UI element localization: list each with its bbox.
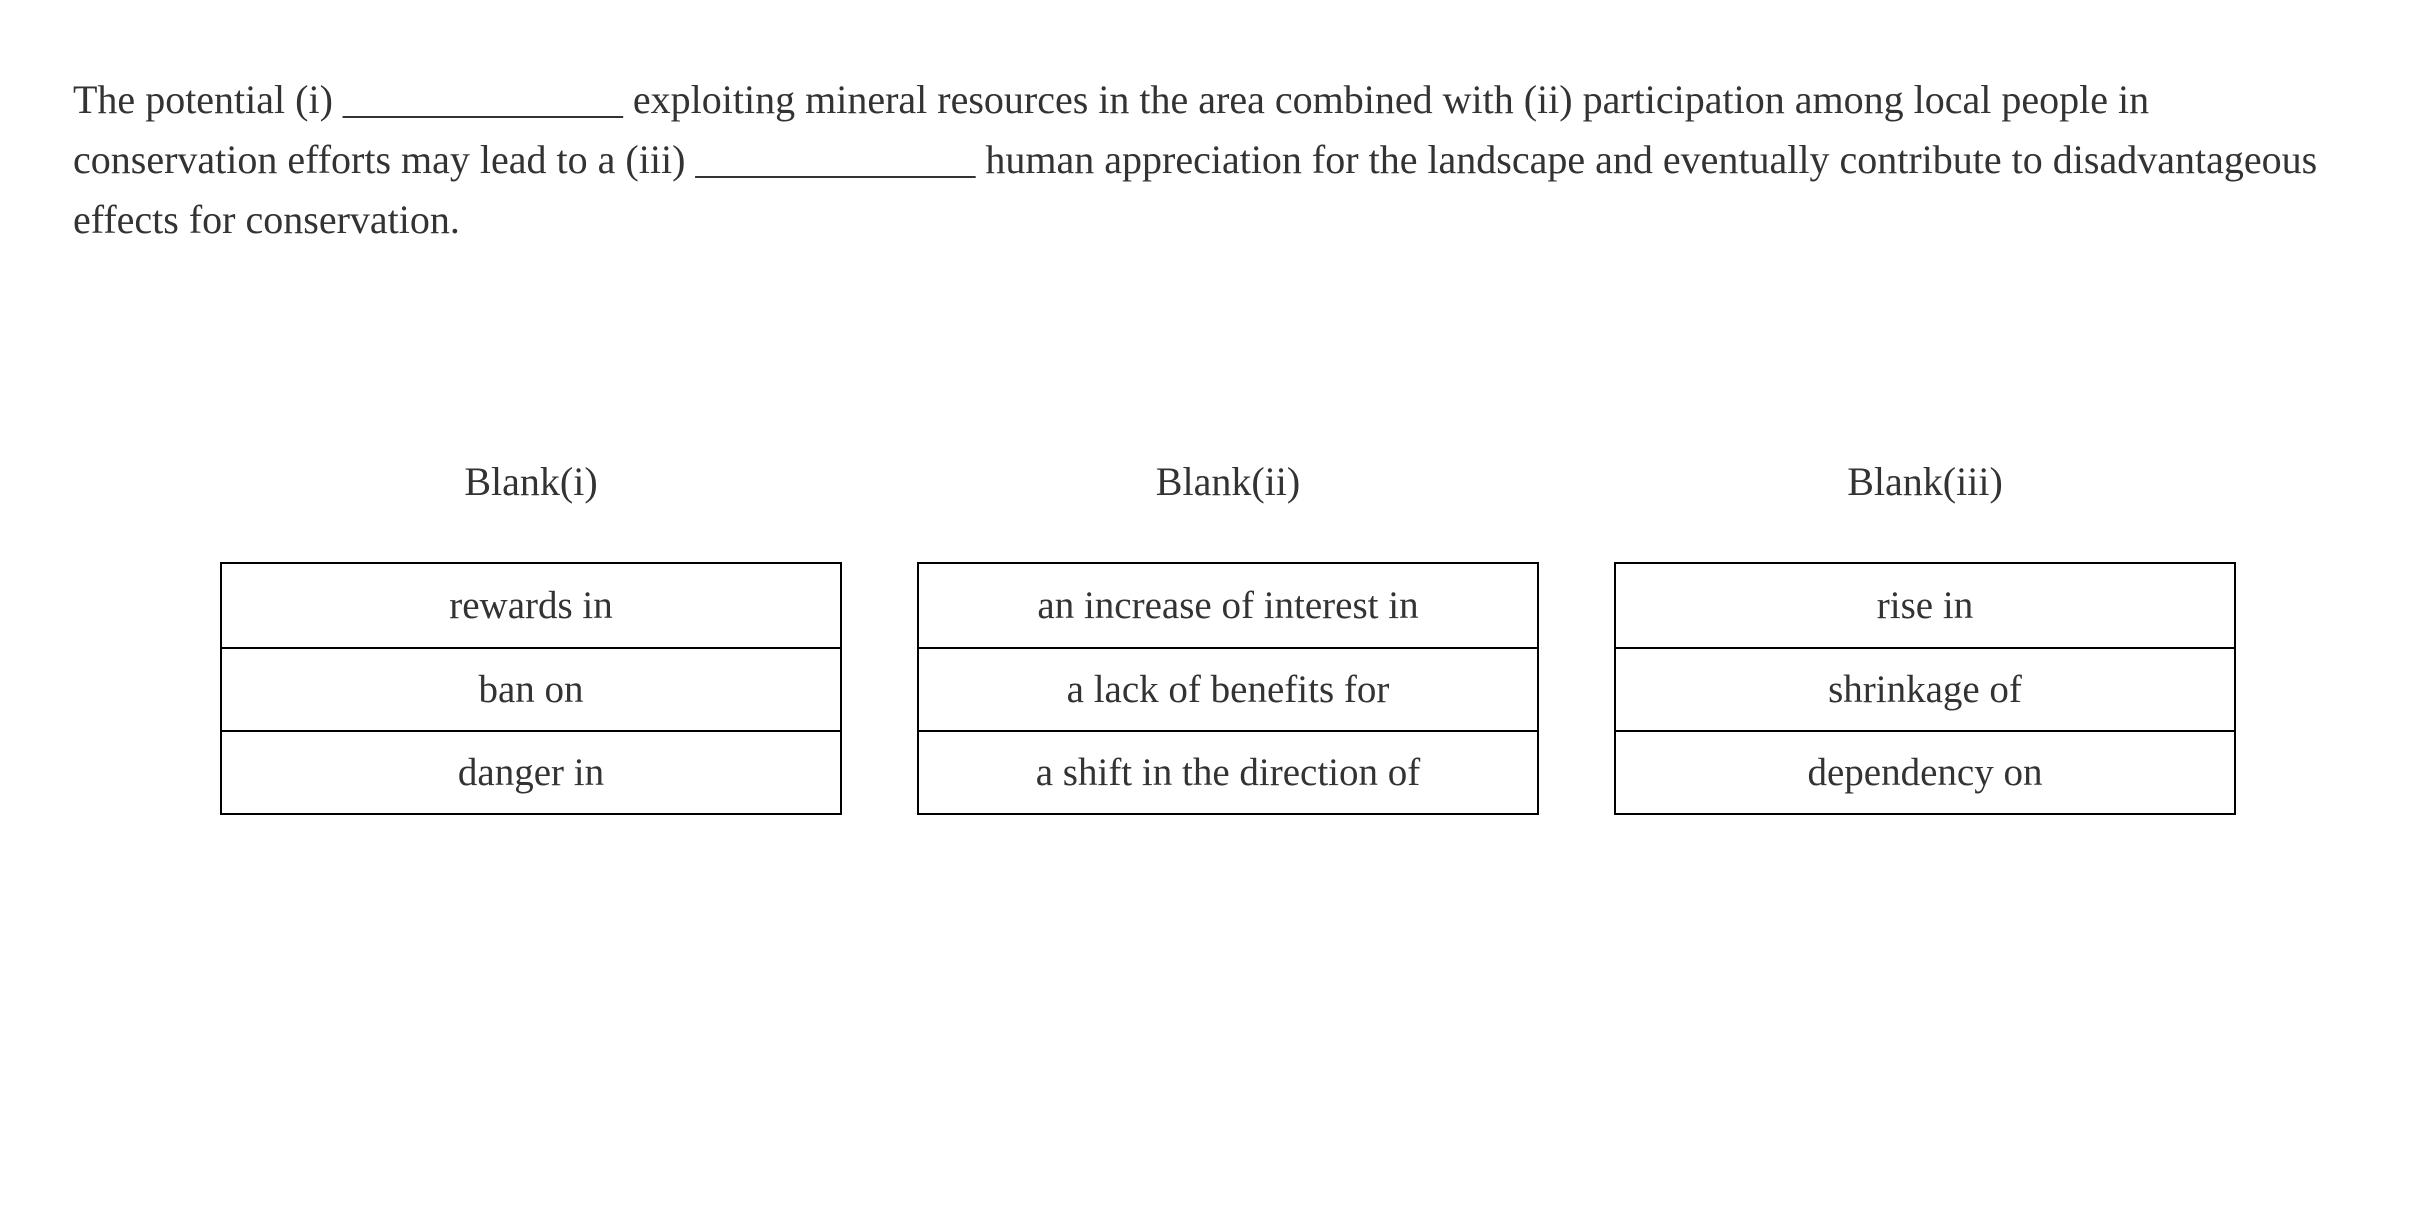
blank-i: ______________ (342, 77, 623, 122)
option-cell[interactable]: dependency on (1616, 730, 2234, 813)
option-cell[interactable]: a lack of benefits for (919, 647, 1537, 730)
column-blank-iii (1614, 452, 2236, 815)
answer-choices (220, 452, 2236, 815)
question-segment: human appreciation for the landscape and eventually contribute to disadvantageous effects for conservation. (73, 137, 2318, 242)
option-cell[interactable]: ban on (222, 647, 840, 730)
column-header: Blank(iii) (1847, 459, 2003, 504)
options-box (220, 562, 842, 815)
column-header: Blank(i) (464, 459, 598, 504)
options-box (917, 562, 1539, 815)
option-cell[interactable]: an increase of interest in (1037, 584, 1419, 627)
options-box (1614, 562, 2236, 815)
option-cell[interactable]: a shift in the direction of (919, 730, 1537, 813)
option-cell[interactable]: rewards in (449, 584, 613, 627)
option-cell[interactable]: danger in (222, 730, 840, 813)
option-cell[interactable]: shrinkage of (1616, 647, 2234, 730)
blank-iii: ______________ (695, 137, 976, 182)
column-blank-i (220, 452, 842, 815)
question-segment: The potential (i) (73, 77, 343, 122)
column-header: Blank(ii) (1155, 459, 1301, 504)
column-blank-ii (917, 452, 1539, 815)
question-text (73, 70, 2363, 250)
option-cell[interactable]: rise in (1876, 584, 1974, 627)
question-segment: exploiting mineral resources in the area combined with (ii) participation among local people in conservation efforts may lead to a (iii) (73, 77, 2150, 182)
